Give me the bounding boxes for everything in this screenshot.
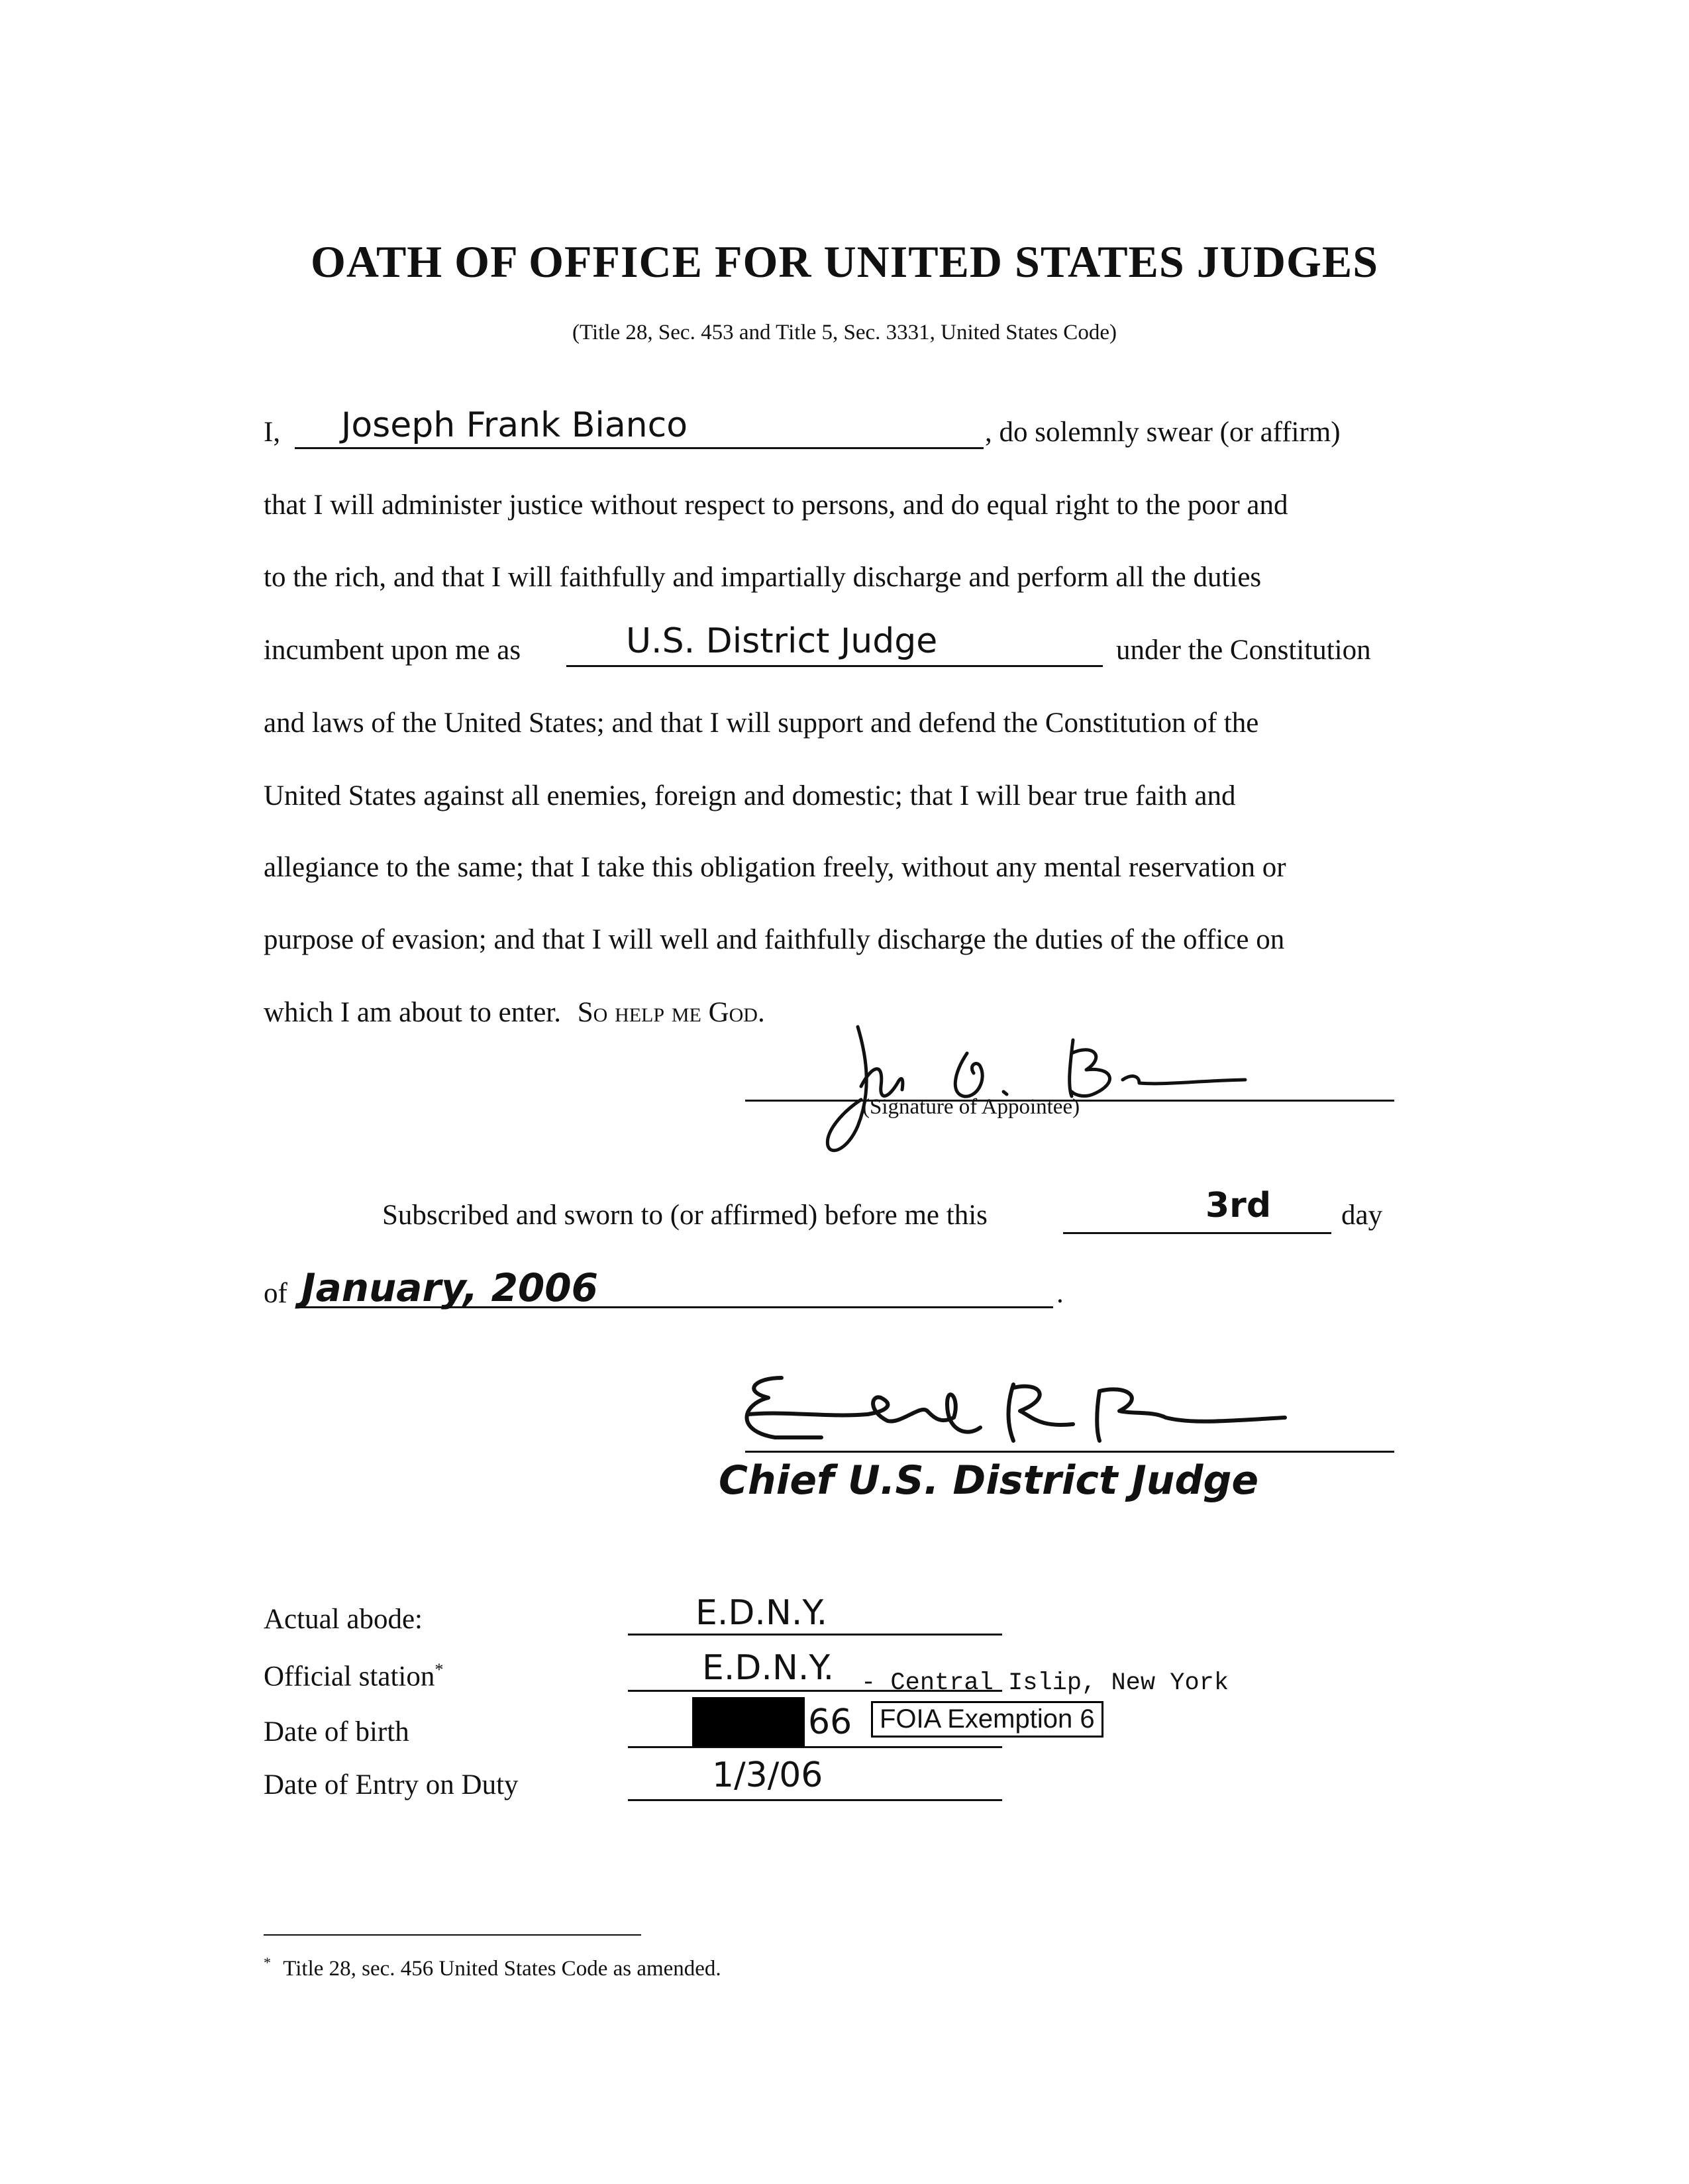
entry-on-duty-value: 1/3/06 — [712, 1755, 823, 1795]
officer-signature-graphic — [729, 1365, 1311, 1464]
dob-line — [628, 1746, 1002, 1748]
dob-redaction-block — [692, 1697, 805, 1747]
sworn-text: Subscribed and sworn to (or affirmed) before me this — [382, 1200, 988, 1231]
official-station-value: E.D.N.Y. — [702, 1648, 835, 1688]
footnote-text: Title 28, sec. 456 United States Code as amended. — [283, 1957, 721, 1981]
oath-line-4-suffix: under the Constitution — [1116, 635, 1371, 666]
position-line — [566, 665, 1103, 667]
official-station-label-text: Official station — [264, 1661, 435, 1692]
dob-label: Date of birth — [264, 1716, 409, 1747]
official-station-typed: - Central Islip, New York — [861, 1669, 1229, 1697]
oath-line-9 — [264, 996, 765, 1029]
oath-line-2: that I will administer justice without respect to persons, and do equal right to the poor and — [264, 490, 1288, 521]
dob-visible: 66 — [808, 1702, 852, 1742]
document-title: OATH OF OFFICE FOR UNITED STATES JUDGES — [310, 236, 1379, 287]
oath-closing: So help me God. — [577, 997, 765, 1028]
oath-line-4-prefix: incumbent upon me as — [264, 635, 521, 666]
appointee-signature-caption: (Signature of Appointee) — [862, 1095, 1080, 1119]
sworn-day-word: day — [1341, 1200, 1383, 1231]
footnote-mark: * — [264, 1954, 271, 1971]
footnote — [264, 1954, 721, 1981]
oath-line-3: to the rich, and that I will faithfully and impartially discharge and perform all the duties — [264, 562, 1262, 593]
appointee-name-handwritten: Joseph Frank Bianco — [341, 405, 688, 445]
foia-exemption-box: FOIA Exemption 6 — [871, 1701, 1103, 1738]
footnote-divider — [264, 1934, 641, 1936]
oath-line-5: and laws of the United States; and that I will support and defend the Constitution of the — [264, 707, 1259, 739]
official-station-footnote-mark: * — [435, 1660, 444, 1679]
name-line — [295, 447, 984, 449]
oath-prefix: I, — [264, 417, 281, 448]
sworn-month-year-handwritten: January, 2006 — [301, 1265, 598, 1310]
appointee-signature-graphic — [821, 1014, 1325, 1166]
entry-on-duty-line — [628, 1799, 1002, 1801]
oath-line-6: United States against all enemies, foreign and domestic; that I will bear true faith and — [264, 780, 1236, 811]
position-handwritten: U.S. District Judge — [626, 621, 938, 661]
sworn-day-handwritten: 3rd — [1205, 1186, 1272, 1225]
officer-title-handwritten: Chief U.S. District Judge — [719, 1457, 1259, 1504]
actual-abode-line — [628, 1634, 1002, 1636]
oath-after-name: , do solemnly swear (or affirm) — [985, 417, 1341, 448]
entry-on-duty-label: Date of Entry on Duty — [264, 1769, 519, 1800]
oath-line-8: purpose of evasion; and that I will well and faithfully discharge the duties of the office on — [264, 924, 1285, 955]
oath-line-7: allegiance to the same; that I take this obligation freely, without any mental reservation or — [264, 852, 1286, 883]
official-station-label — [264, 1660, 443, 1692]
document-subtitle: (Title 28, Sec. 453 and Title 5, Sec. 3331, United States Code) — [572, 321, 1117, 344]
actual-abode-value: E.D.N.Y. — [695, 1593, 828, 1633]
sworn-day-line — [1063, 1232, 1331, 1234]
oath-line-9-text: which I am about to enter. — [264, 997, 561, 1028]
sworn-period: . — [1056, 1278, 1064, 1309]
sworn-of: of — [264, 1278, 287, 1309]
actual-abode-label: Actual abode: — [264, 1604, 423, 1635]
